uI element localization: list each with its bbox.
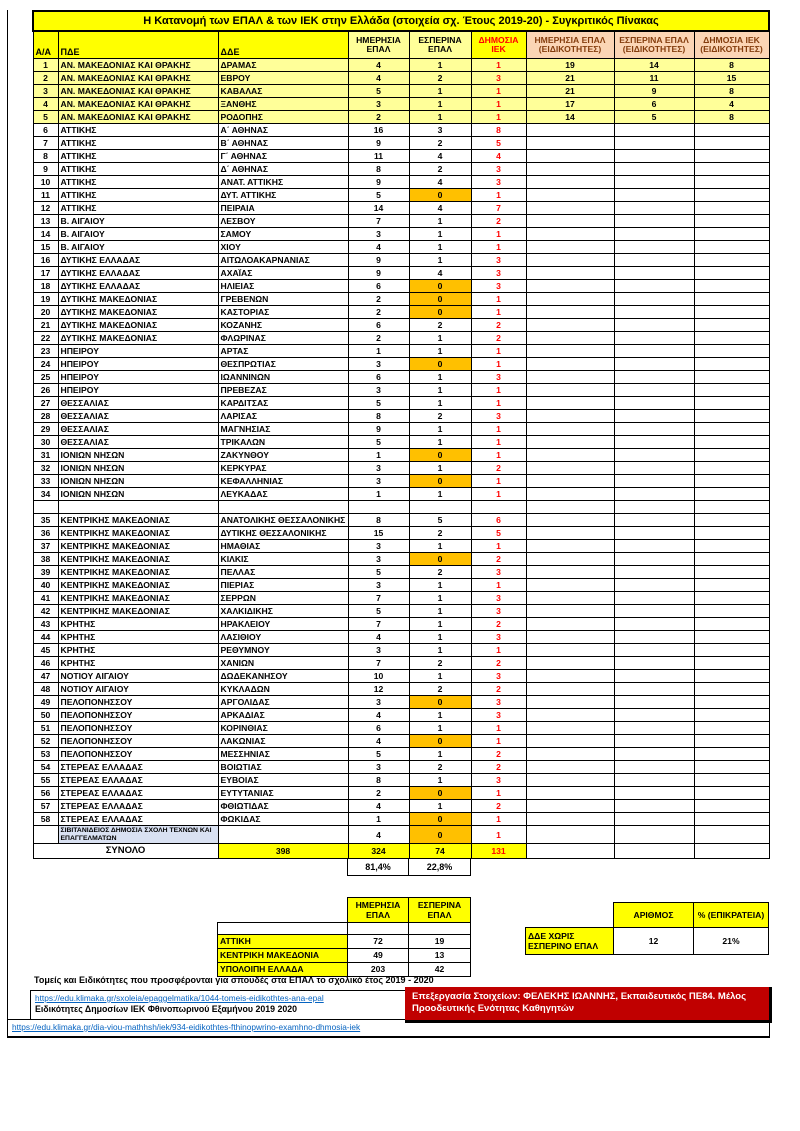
percent-hm: 81,4% (348, 859, 409, 876)
table-row: 53 ΠΕΛΟΠΟΝΗΣΣΟΥ ΜΕΣΣΗΝΙΑΣ 5 1 2 (33, 748, 769, 761)
table-row: 31 ΙΟΝΙΩΝ ΝΗΣΩΝ ΖΑΚΥΝΘΟΥ 1 0 1 (33, 449, 769, 462)
summary-empty-row (218, 923, 471, 935)
column-header-iek-eid: ΔΗΜΟΣΙΑ ΙΕΚ (ΕΙΔΙΚΟΤΗΤΕΣ) (694, 31, 769, 59)
table-row: 15 Β. ΑΙΓΑΙΟΥ ΧΙΟΥ 4 1 1 (33, 241, 769, 254)
summary-header-hm: ΗΜΕΡΗΣΙΑ ΕΠΑΛ (348, 898, 409, 923)
table-row: 8 ΑΤΤΙΚΗΣ Γ΄ ΑΘΗΝΑΣ 11 4 4 (33, 150, 769, 163)
table-row: 52 ΠΕΛΟΠΟΝΗΣΣΟΥ ΛΑΚΩΝΙΑΣ 4 0 1 (33, 735, 769, 748)
table-row: 46 ΚΡΗΤΗΣ ΧΑΝΙΩΝ 7 2 2 (33, 657, 769, 670)
title-row (33, 11, 769, 31)
total-hm: 324 (348, 844, 409, 859)
column-header-dde: ΔΔΕ (218, 31, 348, 59)
column-header-iek: ΔΗΜΟΣΙΑ ΙΕΚ (471, 31, 526, 59)
percent-esp: 22,8% (409, 859, 471, 876)
table-row: 9 ΑΤΤΙΚΗΣ Δ΄ ΑΘΗΝΑΣ 8 2 3 (33, 163, 769, 176)
table-row: 40 ΚΕΝΤΡΙΚΗΣ ΜΑΚΕΔΟΝΙΑΣ ΠΙΕΡΙΑΣ 3 1 1 (33, 579, 769, 592)
table-row: 24 ΗΠΕΙΡΟΥ ΘΕΣΠΡΩΤΙΑΣ 3 0 1 (33, 358, 769, 371)
table-row: 16 ΔΥΤΙΚΗΣ ΕΛΛΑΔΑΣ ΑΙΤΩΛΟΑΚΑΡΝΑΝΙΑΣ 9 1 3 (33, 254, 769, 267)
main-table (32, 10, 770, 859)
table-row: 47 ΝΟΤΙΟΥ ΑΙΓΑΙΟΥ ΔΩΔΕΚΑΝΗΣΟΥ 10 1 3 (33, 670, 769, 683)
total-iek: 131 (471, 844, 526, 859)
total-row (33, 844, 769, 859)
table-row: 51 ΠΕΛΟΠΟΝΗΣΣΟΥ ΚΟΡΙΝΘΙΑΣ 6 1 1 (33, 722, 769, 735)
table-row: 56 ΣΤΕΡΕΑΣ ΕΛΛΑΔΑΣ ΕΥΤΥΤΑΝΙΑΣ 2 0 1 (33, 787, 769, 800)
summary-header-row (218, 898, 471, 923)
column-header-aa: Α/Α (33, 31, 58, 59)
table-row: 1 ΑΝ. ΜΑΚΕΔΟΝΙΑΣ ΚΑΙ ΘΡΑΚΗΣ ΔΡΑΜΑΣ 4 1 1 19 14 8 (33, 59, 769, 72)
credit-box: Επεξεργασία Στοιχείων: ΦΕΛΕΚΗΣ ΙΩΑΝΝΗΣ, Εκπαιδευτικός ΠΕ84. Μέλος Προοδευτικής Ενότητας Καθηγητών (405, 987, 772, 1023)
table-row: 18 ΔΥΤΙΚΗΣ ΕΛΛΑΔΑΣ ΗΛΙΕΙΑΣ 6 0 3 (33, 280, 769, 293)
column-header-esp: ΕΣΠΕΡΙΝΑ ΕΠΑΛ (409, 31, 471, 59)
table-row: 3 ΑΝ. ΜΑΚΕΔΟΝΙΑΣ ΚΑΙ ΘΡΑΚΗΣ ΚΑΒΑΛΑΣ 5 1 1 21 9 8 (33, 85, 769, 98)
table-row: 42 ΚΕΝΤΡΙΚΗΣ ΜΑΚΕΔΟΝΙΑΣ ΧΑΛΚΙΔΙΚΗΣ 5 1 3 (33, 605, 769, 618)
table-row: 20 ΔΥΤΙΚΗΣ ΜΑΚΕΔΟΝΙΑΣ ΚΑΣΤΟΡΙΑΣ 2 0 1 (33, 306, 769, 319)
table-header-row (33, 31, 769, 59)
table-row: 11 ΑΤΤΙΚΗΣ ΔΥΤ. ΑΤΤΙΚΗΣ 5 0 1 (33, 189, 769, 202)
page-title: Η Κατανομή των ΕΠΑΛ & των ΙΕΚ στην Ελλάδα (στοιχεία σχ. Έτους 2019-20) - Συγκριτικός Πίνακας (33, 11, 769, 31)
note-iek-specialties: Ειδικότητες Δημοσίων ΙΕΚ Φθινοπωρινού Εξαμήνου 2019 2020 (35, 1004, 298, 1014)
dde-summary-pct: 21% (694, 928, 769, 955)
total-dde: 398 (218, 844, 348, 859)
table-row: 45 ΚΡΗΤΗΣ ΡΕΘΥΜΝΟΥ 3 1 1 (33, 644, 769, 657)
table-row: 54 ΣΤΕΡΕΑΣ ΕΛΛΑΔΑΣ ΒΟΙΩΤΙΑΣ 3 2 2 (33, 761, 769, 774)
table-row: 44 ΚΡΗΤΗΣ ΛΑΣΙΘΙΟΥ 4 1 3 (33, 631, 769, 644)
table-row: 6 ΑΤΤΙΚΗΣ Α΄ ΑΘΗΝΑΣ 16 3 8 (33, 124, 769, 137)
table-row: 57 ΣΤΕΡΕΑΣ ΕΛΛΑΔΑΣ ΦΘΙΩΤΙΔΑΣ 4 1 2 (33, 800, 769, 813)
table-row: 35 ΚΕΝΤΡΙΚΗΣ ΜΑΚΕΔΟΝΙΑΣ ΑΝΑΤΟΛΙΚΗΣ ΘΕΣΣΑΛΟΝΙΚΗΣ 8 5 6 (33, 514, 769, 527)
total-esp: 74 (409, 844, 471, 859)
dde-summary-number: 12 (614, 928, 694, 955)
table-row: 23 ΗΠΕΙΡΟΥ ΑΡΤΑΣ 1 1 1 (33, 345, 769, 358)
sivitanidios-row: ΣΙΒΙΤΑΝΙΔΕΙΟΣ ΔΗΜΟΣΙΑ ΣΧΟΛΗ ΤΕΧΝΩΝ ΚΑΙ ΕΠΑΓΓΕΛΜΑΤΩΝ 4 0 1 (33, 826, 769, 844)
dde-summary-header-pct: % (ΕΠΙΚΡΑΤΕΙΑ) (694, 903, 769, 928)
table-row: 5 ΑΝ. ΜΑΚΕΔΟΝΙΑΣ ΚΑΙ ΘΡΑΚΗΣ ΡΟΔΟΠΗΣ 2 1 1 14 5 8 (33, 111, 769, 124)
dde-summary-table (525, 902, 769, 955)
table-row: 34 ΙΟΝΙΩΝ ΝΗΣΩΝ ΛΕΥΚΑΔΑΣ 1 1 1 (33, 488, 769, 501)
table-row: 41 ΚΕΝΤΡΙΚΗΣ ΜΑΚΕΔΟΝΙΑΣ ΣΕΡΡΩΝ 7 1 3 (33, 592, 769, 605)
table-row: 25 ΗΠΕΙΡΟΥ ΙΩΑΝΝΙΝΩΝ 6 1 3 (33, 371, 769, 384)
table-row: 58 ΣΤΕΡΕΑΣ ΕΛΛΑΔΑΣ ΦΩΚΙΔΑΣ 1 0 1 (33, 813, 769, 826)
table-row: 32 ΙΟΝΙΩΝ ΝΗΣΩΝ ΚΕΡΚΥΡΑΣ 3 1 2 (33, 462, 769, 475)
table-row: 4 ΑΝ. ΜΑΚΕΔΟΝΙΑΣ ΚΑΙ ΘΡΑΚΗΣ ΞΑΝΘΗΣ 3 1 1 17 6 4 (33, 98, 769, 111)
table-row: 33 ΙΟΝΙΩΝ ΝΗΣΩΝ ΚΕΦΑΛΛΗΝΙΑΣ 3 0 1 (33, 475, 769, 488)
link-epal-sectors[interactable]: https://edu.klimaka.gr/sxoleia/epaggelmatika/1044-tomeis-eidikothtes-ana-epal (35, 993, 324, 1003)
table-row: 22 ΔΥΤΙΚΗΣ ΜΑΚΕΔΟΝΙΑΣ ΦΛΩΡΙΝΑΣ 2 1 2 (33, 332, 769, 345)
dde-summary-header-number: ΑΡΙΘΜΟΣ (614, 903, 694, 928)
dde-summary-row (526, 928, 769, 955)
link-iek-specialties[interactable]: https://edu.klimaka.gr/dia-viou-mathhsh/iek/934-eidikothtes-fthinopwrino-examhno-dhmosia-iek (12, 1022, 361, 1032)
dde-summary-label: ΔΔΕ ΧΩΡΙΣ ΕΣΠΕΡΙΝΟ ΕΠΑΛ (526, 928, 614, 955)
table-row: 28 ΘΕΣΣΑΛΙΑΣ ΛΑΡΙΣΑΣ 8 2 3 (33, 410, 769, 423)
table-row: 26 ΗΠΕΙΡΟΥ ΠΡΕΒΕΖΑΣ 3 1 1 (33, 384, 769, 397)
sivitanidios-label: ΣΙΒΙΤΑΝΙΔΕΙΟΣ ΔΗΜΟΣΙΑ ΣΧΟΛΗ ΤΕΧΝΩΝ ΚΑΙ ΕΠΑΓΓΕΛΜΑΤΩΝ (58, 826, 218, 844)
table-row: 2 ΑΝ. ΜΑΚΕΔΟΝΙΑΣ ΚΑΙ ΘΡΑΚΗΣ ΕΒΡΟΥ 4 2 3 21 11 15 (33, 72, 769, 85)
table-row: 13 Β. ΑΙΓΑΙΟΥ ΛΕΣΒΟΥ 7 1 2 (33, 215, 769, 228)
table-row: 30 ΘΕΣΣΑΛΙΑΣ ΤΡΙΚΑΛΩΝ 5 1 1 (33, 436, 769, 449)
dde-summary-header-row (526, 903, 769, 928)
table-row: 48 ΝΟΤΙΟΥ ΑΙΓΑΙΟΥ ΚΥΚΛΑΔΩΝ 12 2 2 (33, 683, 769, 696)
summary-table (217, 897, 471, 977)
total-label: ΣΥΝΟΛΟ (33, 844, 218, 859)
table-row: 10 ΑΤΤΙΚΗΣ ΑΝΑΤ. ΑΤΤΙΚΗΣ 9 4 3 (33, 176, 769, 189)
links-box (30, 990, 408, 1020)
table-row: 39 ΚΕΝΤΡΙΚΗΣ ΜΑΚΕΔΟΝΙΑΣ ΠΕΛΛΑΣ 5 2 3 (33, 566, 769, 579)
table-row: 27 ΘΕΣΣΑΛΙΑΣ ΚΑΡΔΙΤΣΑΣ 5 1 1 (33, 397, 769, 410)
table-row: 43 ΚΡΗΤΗΣ ΗΡΑΚΛΕΙΟΥ 7 1 2 (33, 618, 769, 631)
summary-row: ΥΠΟΛΟΙΠΗ ΕΛΛΑΔΑ 203 42 (218, 963, 471, 977)
note-epal-sectors: Τομείς και Ειδικότητες που προσφέρονται για σπουδές στα ΕΠΑΛ το σχολικό έτος 2019 - 2020 (34, 975, 434, 985)
table-row: 14 Β. ΑΙΓΑΙΟΥ ΣΑΜΟΥ 3 1 1 (33, 228, 769, 241)
summary-header-esp: ΕΣΠΕΡΙΝΑ ΕΠΑΛ (409, 898, 471, 923)
column-header-hm-eid: ΗΜΕΡΗΣΙΑ ΕΠΑΛ (ΕΙΔΙΚΟΤΗΤΕΣ) (526, 31, 614, 59)
table-row: 21 ΔΥΤΙΚΗΣ ΜΑΚΕΔΟΝΙΑΣ ΚΟΖΑΝΗΣ 6 2 2 (33, 319, 769, 332)
table-row: 17 ΔΥΤΙΚΗΣ ΕΛΛΑΔΑΣ ΑΧΑΪΑΣ 9 4 3 (33, 267, 769, 280)
table-row: 19 ΔΥΤΙΚΗΣ ΜΑΚΕΔΟΝΙΑΣ ΓΡΕΒΕΝΩΝ 2 0 1 (33, 293, 769, 306)
table-row: 55 ΣΤΕΡΕΑΣ ΕΛΛΑΔΑΣ ΕΥΒΟΙΑΣ 8 1 3 (33, 774, 769, 787)
spacer-row (33, 501, 769, 514)
column-header-hm: ΗΜΕΡΗΣΙΑ ΕΠΑΛ (348, 31, 409, 59)
summary-row: ΑΤΤΙΚΗ 72 19 (218, 935, 471, 949)
percentage-row (347, 858, 471, 876)
column-header-esp-eid: ΕΣΠΕΡΙΝΑ ΕΠΑΛ (ΕΙΔΙΚΟΤΗΤΕΣ) (614, 31, 694, 59)
table-row: 36 ΚΕΝΤΡΙΚΗΣ ΜΑΚΕΔΟΝΙΑΣ ΔΥΤΙΚΗΣ ΘΕΣΣΑΛΟΝΙΚΗΣ 15 2 5 (33, 527, 769, 540)
table-row: 7 ΑΤΤΙΚΗΣ Β΄ ΑΘΗΝΑΣ 9 2 5 (33, 137, 769, 150)
table-row: 50 ΠΕΛΟΠΟΝΗΣΣΟΥ ΑΡΚΑΔΙΑΣ 4 1 3 (33, 709, 769, 722)
table-row: 38 ΚΕΝΤΡΙΚΗΣ ΜΑΚΕΔΟΝΙΑΣ ΚΙΛΚΙΣ 3 0 2 (33, 553, 769, 566)
table-row: 37 ΚΕΝΤΡΙΚΗΣ ΜΑΚΕΔΟΝΙΑΣ ΗΜΑΘΙΑΣ 3 1 1 (33, 540, 769, 553)
table-row: 29 ΘΕΣΣΑΛΙΑΣ ΜΑΓΝΗΣΙΑΣ 9 1 1 (33, 423, 769, 436)
table-row: 12 ΑΤΤΙΚΗΣ ΠΕΙΡΑΙΑ 14 4 7 (33, 202, 769, 215)
column-header-pde: ΠΔΕ (58, 31, 218, 59)
summary-row: ΚΕΝΤΡΙΚΗ ΜΑΚΕΔΟΝΙΑ 49 13 (218, 949, 471, 963)
table-row: 49 ΠΕΛΟΠΟΝΗΣΣΟΥ ΑΡΓΟΛΙΔΑΣ 3 0 3 (33, 696, 769, 709)
